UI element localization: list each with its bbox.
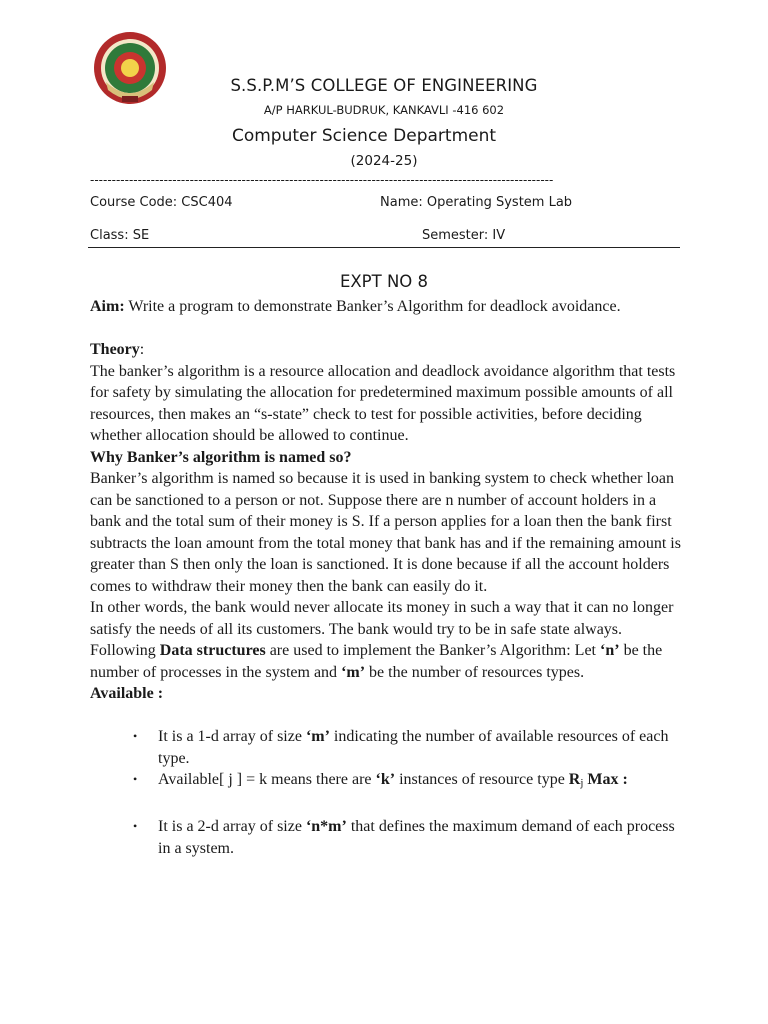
- ds-n: ‘n’: [600, 642, 620, 659]
- b2-r: R: [568, 771, 581, 788]
- other-words-text: In other words, the bank would never allocate its money in such a way that it can no longer satisfy the needs of all its customers. The bank would try to be in safe state always.: [90, 599, 674, 638]
- ds-mid: are used to implement the Banker’s Algorithm: Let: [265, 642, 600, 659]
- b2-mid: instances of resource type: [395, 771, 569, 788]
- data-structures-paragraph: [90, 640, 690, 683]
- b3-bold: ‘n*m’: [305, 818, 347, 835]
- aim-text: Write a program to demonstrate Banker’s Algorithm for deadlock avoidance.: [124, 298, 621, 315]
- max-bullets: [90, 816, 690, 859]
- ds-mid2: be the number of processes in the system and: [90, 642, 663, 681]
- aim-label: Aim:: [90, 298, 125, 315]
- list-item: [90, 726, 680, 769]
- b2-pre: Available[ j ] = k means there are: [158, 771, 376, 788]
- why-text: Banker’s algorithm is named so because it is used in banking system to check whether loan can be sanctioned to a person or not. Suppose there are n number of account holders in a bank and the total sum of their money is S. If a person applies for a loan then the bank first subtracts the loan amount from the total money that bank has and if the remaining amount is greater than S then only the loan is sanctioned. It is done because if all the account holders comes to withdraw their money then the bank can easily do it.: [90, 470, 681, 595]
- list-item: [90, 816, 680, 859]
- b2-sub: j: [580, 777, 584, 789]
- semester-label: Semester: IV: [422, 228, 506, 243]
- list-item: [90, 769, 680, 795]
- b2-bold: ‘k’: [375, 771, 396, 788]
- b1-bold: ‘m’: [305, 728, 330, 745]
- academic-year: (2024-25): [350, 153, 418, 169]
- theory-text: The banker’s algorithm is a resource allocation and deadlock avoidance algorithm that tests for safety by simulating the allocation for predetermined maximum possible amounts of all resources, then makes an “s-state” check to test for possible activities, before deciding whether allocation should be allowed to continue.: [90, 362, 676, 444]
- course-name: Name: Operating System Lab: [380, 195, 573, 210]
- b1-post: indicating the number of available resources of each type.: [158, 728, 669, 767]
- experiment-title: EXPT NO 8: [339, 272, 429, 291]
- class-label: Class: SE: [90, 228, 150, 243]
- theory-label: Theory: [90, 341, 140, 358]
- available-bullets: [90, 726, 690, 795]
- ds-pre: Following: [90, 642, 160, 659]
- department-title: Computer Science Department: [231, 126, 497, 146]
- ds-post: be the number of resources types.: [365, 663, 585, 681]
- theory-heading: [90, 339, 690, 361]
- college-name: S.S.P.M’S COLLEGE OF ENGINEERING: [230, 76, 538, 95]
- course-code: Course Code: CSC404: [90, 195, 233, 210]
- b2-max: Max :: [583, 771, 628, 788]
- header-divider: [88, 247, 680, 248]
- ds-m: ‘m’: [341, 663, 366, 681]
- bullet-icon: •: [133, 772, 138, 786]
- document-body: [90, 296, 690, 859]
- college-address: A/P HARKUL-BUDRUK, KANKAVLI -416 602: [263, 103, 505, 117]
- available-heading: Available :: [90, 685, 164, 702]
- dashed-separator: -----------------------------------------------------------------------------------------------------------: [90, 173, 554, 187]
- aim-paragraph: [90, 296, 690, 318]
- bullet-icon: •: [133, 729, 138, 743]
- ds-bold: Data structures: [159, 642, 266, 659]
- bullet-icon: •: [133, 819, 138, 833]
- b3-post: that defines the maximum demand of each process in a system.: [158, 818, 675, 857]
- why-heading: Why Banker’s algorithm is named so?: [90, 448, 352, 466]
- b1-pre: It is a 1-d array of size: [158, 728, 306, 745]
- theory-colon: :: [139, 341, 145, 358]
- b3-pre: It is a 2-d array of size: [158, 818, 306, 835]
